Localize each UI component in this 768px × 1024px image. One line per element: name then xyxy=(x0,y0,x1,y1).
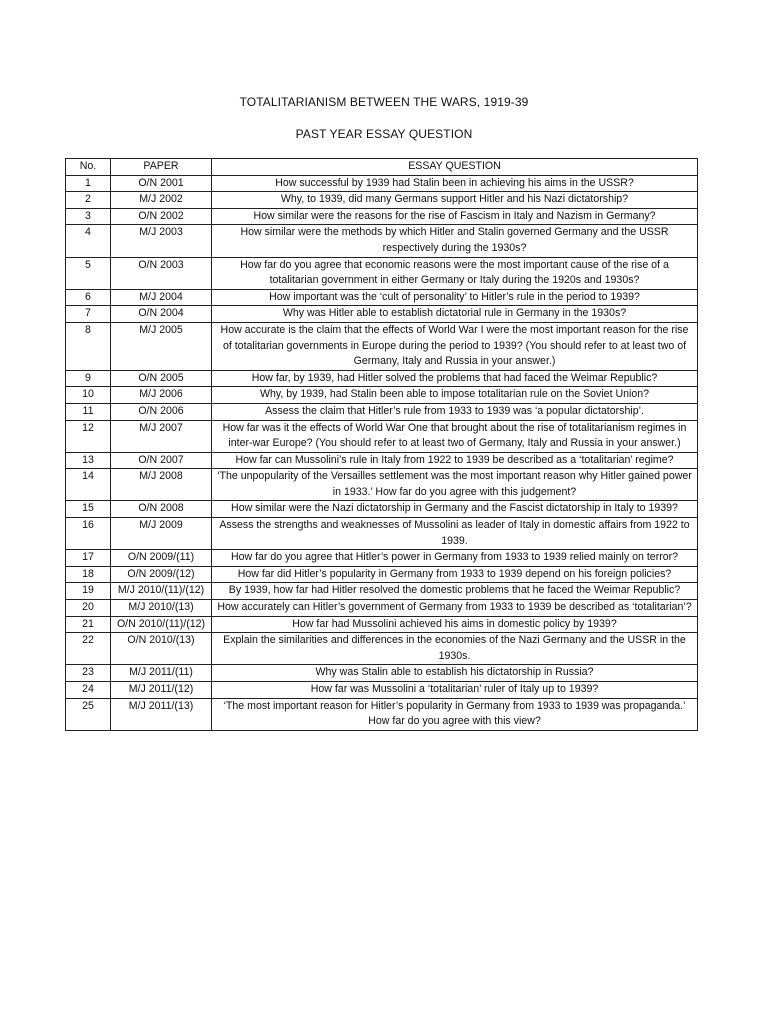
essay-question-cell: How far was it the effects of World War One that brought about the rise of totalitarianism regimes in inter-war Europe? (You should refer to at least two of Germany, Italy and Russia in your answer.) xyxy=(212,420,698,452)
header-no: No. xyxy=(66,159,111,176)
table-row xyxy=(66,469,698,501)
paper-cell: O/N 2004 xyxy=(111,306,212,323)
paper-cell: O/N 2003 xyxy=(111,257,212,289)
paper-cell: O/N 2010/(13) xyxy=(111,633,212,665)
row-number-cell: 1 xyxy=(66,175,111,192)
essay-question-cell: Why was Stalin able to establish his dictatorship in Russia? xyxy=(212,665,698,682)
paper-cell: O/N 2001 xyxy=(111,175,212,192)
essay-question-cell: Why, to 1939, did many Germans support Hitler and his Nazi dictatorship? xyxy=(212,192,698,209)
paper-cell: M/J 2002 xyxy=(111,192,212,209)
paper-cell: O/N 2002 xyxy=(111,208,212,225)
paper-cell: O/N 2006 xyxy=(111,403,212,420)
essay-question-cell: How accurate is the claim that the effects of World War I were the most important reason for the rise of totalitarian governments in Europe during the period to 1939? (You should refer to at least two of Germany, Italy and Russia in your answer.) xyxy=(212,322,698,370)
essay-question-cell: How important was the ‘cult of personality’ to Hitler’s rule in the period to 1939? xyxy=(212,289,698,306)
table-body xyxy=(66,175,698,730)
table-row xyxy=(66,665,698,682)
document-subtitle: PAST YEAR ESSAY QUESTION xyxy=(295,127,473,141)
table-row xyxy=(66,306,698,323)
row-number-cell: 9 xyxy=(66,370,111,387)
essay-question-cell: ‘The unpopularity of the Versailles settlement was the most important reason why Hitler gained power in 1933.’ How far do you agree with this judgement? xyxy=(212,469,698,501)
essay-question-cell: How far was Mussolini a ‘totalitarian’ ruler of Italy up to 1939? xyxy=(212,682,698,699)
essay-question-cell: How far did Hitler’s popularity in Germany from 1933 to 1939 depend on his foreign policies? xyxy=(212,566,698,583)
row-number-cell: 13 xyxy=(66,452,111,469)
paper-cell: M/J 2007 xyxy=(111,420,212,452)
paper-cell: M/J 2010/(11)/(12) xyxy=(111,583,212,600)
table-row xyxy=(66,518,698,550)
table-row xyxy=(66,583,698,600)
row-number-cell: 8 xyxy=(66,322,111,370)
row-number-cell: 3 xyxy=(66,208,111,225)
essay-question-cell: How far do you agree that Hitler’s power in Germany from 1933 to 1939 relied mainly on terror? xyxy=(212,550,698,567)
table-row xyxy=(66,420,698,452)
essay-question-cell: How far can Mussolini’s rule in Italy from 1922 to 1939 be described as a ‘totalitarian’ regime? xyxy=(212,452,698,469)
table-row xyxy=(66,370,698,387)
table-row xyxy=(66,633,698,665)
row-number-cell: 22 xyxy=(66,633,111,665)
paper-cell: O/N 2009/(11) xyxy=(111,550,212,567)
essay-question-cell: How successful by 1939 had Stalin been in achieving his aims in the USSR? xyxy=(212,175,698,192)
paper-cell: M/J 2004 xyxy=(111,289,212,306)
row-number-cell: 17 xyxy=(66,550,111,567)
row-number-cell: 14 xyxy=(66,469,111,501)
header-paper: PAPER xyxy=(111,159,212,176)
paper-cell: O/N 2008 xyxy=(111,501,212,518)
row-number-cell: 2 xyxy=(66,192,111,209)
essay-question-cell: How far had Mussolini achieved his aims in domestic policy by 1939? xyxy=(212,616,698,633)
row-number-cell: 6 xyxy=(66,289,111,306)
row-number-cell: 21 xyxy=(66,616,111,633)
table-row xyxy=(66,387,698,404)
table-row xyxy=(66,175,698,192)
table-row xyxy=(66,682,698,699)
row-number-cell: 24 xyxy=(66,682,111,699)
essay-question-cell: How far, by 1939, had Hitler solved the problems that had faced the Weimar Republic? xyxy=(212,370,698,387)
essay-question-cell: How accurately can Hitler’s government of Germany from 1933 to 1939 be described as ‘totalitarian’? xyxy=(212,600,698,617)
row-number-cell: 16 xyxy=(66,518,111,550)
paper-cell: M/J 2011/(11) xyxy=(111,665,212,682)
essay-question-table xyxy=(65,158,698,731)
row-number-cell: 10 xyxy=(66,387,111,404)
table-row xyxy=(66,501,698,518)
paper-cell: M/J 2009 xyxy=(111,518,212,550)
table-row xyxy=(66,257,698,289)
row-number-cell: 11 xyxy=(66,403,111,420)
essay-question-cell: How similar were the methods by which Hitler and Stalin governed Germany and the USSR respectively during the 1930s? xyxy=(212,225,698,257)
table-row xyxy=(66,452,698,469)
row-number-cell: 19 xyxy=(66,583,111,600)
table-row xyxy=(66,616,698,633)
header-essay-question: ESSAY QUESTION xyxy=(212,159,698,176)
paper-cell: M/J 2011/(12) xyxy=(111,682,212,699)
paper-cell: M/J 2003 xyxy=(111,225,212,257)
paper-cell: O/N 2005 xyxy=(111,370,212,387)
table-row xyxy=(66,208,698,225)
document-title: TOTALITARIANISM BETWEEN THE WARS, 1919-39 xyxy=(239,95,529,109)
essay-question-cell: Assess the claim that Hitler’s rule from 1933 to 1939 was ‘a popular dictatorship’. xyxy=(212,403,698,420)
table-row xyxy=(66,403,698,420)
essay-question-cell: ‘The most important reason for Hitler’s popularity in Germany from 1933 to 1939 was propaganda.’ How far do you agree with this view? xyxy=(212,698,698,730)
paper-cell: M/J 2006 xyxy=(111,387,212,404)
row-number-cell: 4 xyxy=(66,225,111,257)
row-number-cell: 12 xyxy=(66,420,111,452)
paper-cell: O/N 2010/(11)/(12) xyxy=(111,616,212,633)
paper-cell: M/J 2008 xyxy=(111,469,212,501)
paper-cell: M/J 2010/(13) xyxy=(111,600,212,617)
paper-cell: O/N 2009/(12) xyxy=(111,566,212,583)
table-row xyxy=(66,550,698,567)
row-number-cell: 23 xyxy=(66,665,111,682)
table-row xyxy=(66,225,698,257)
essay-question-cell: Why, by 1939, had Stalin been able to impose totalitarian rule on the Soviet Union? xyxy=(212,387,698,404)
table-row xyxy=(66,192,698,209)
essay-question-cell: By 1939, how far had Hitler resolved the domestic problems that he faced the Weimar Republic? xyxy=(212,583,698,600)
essay-question-cell: Why was Hitler able to establish dictatorial rule in Germany in the 1930s? xyxy=(212,306,698,323)
row-number-cell: 15 xyxy=(66,501,111,518)
row-number-cell: 20 xyxy=(66,600,111,617)
row-number-cell: 7 xyxy=(66,306,111,323)
table-row xyxy=(66,600,698,617)
table-row xyxy=(66,698,698,730)
paper-cell: M/J 2005 xyxy=(111,322,212,370)
table-header-row xyxy=(66,159,698,176)
row-number-cell: 25 xyxy=(66,698,111,730)
essay-question-cell: How similar were the reasons for the rise of Fascism in Italy and Nazism in Germany? xyxy=(212,208,698,225)
table-row xyxy=(66,322,698,370)
essay-question-cell: Assess the strengths and weaknesses of Mussolini as leader of Italy in domestic affairs from 1922 to 1939. xyxy=(212,518,698,550)
paper-cell: O/N 2007 xyxy=(111,452,212,469)
row-number-cell: 18 xyxy=(66,566,111,583)
paper-cell: M/J 2011/(13) xyxy=(111,698,212,730)
table-row xyxy=(66,289,698,306)
table-row xyxy=(66,566,698,583)
essay-question-cell: Explain the similarities and differences in the economies of the Nazi Germany and the USSR in the 1930s. xyxy=(212,633,698,665)
essay-question-cell: How similar were the Nazi dictatorship in Germany and the Fascist dictatorship in Italy to 1939? xyxy=(212,501,698,518)
row-number-cell: 5 xyxy=(66,257,111,289)
essay-question-cell: How far do you agree that economic reasons were the most important cause of the rise of a totalitarian government in either Germany or Italy during the 1920s and 1930s? xyxy=(212,257,698,289)
